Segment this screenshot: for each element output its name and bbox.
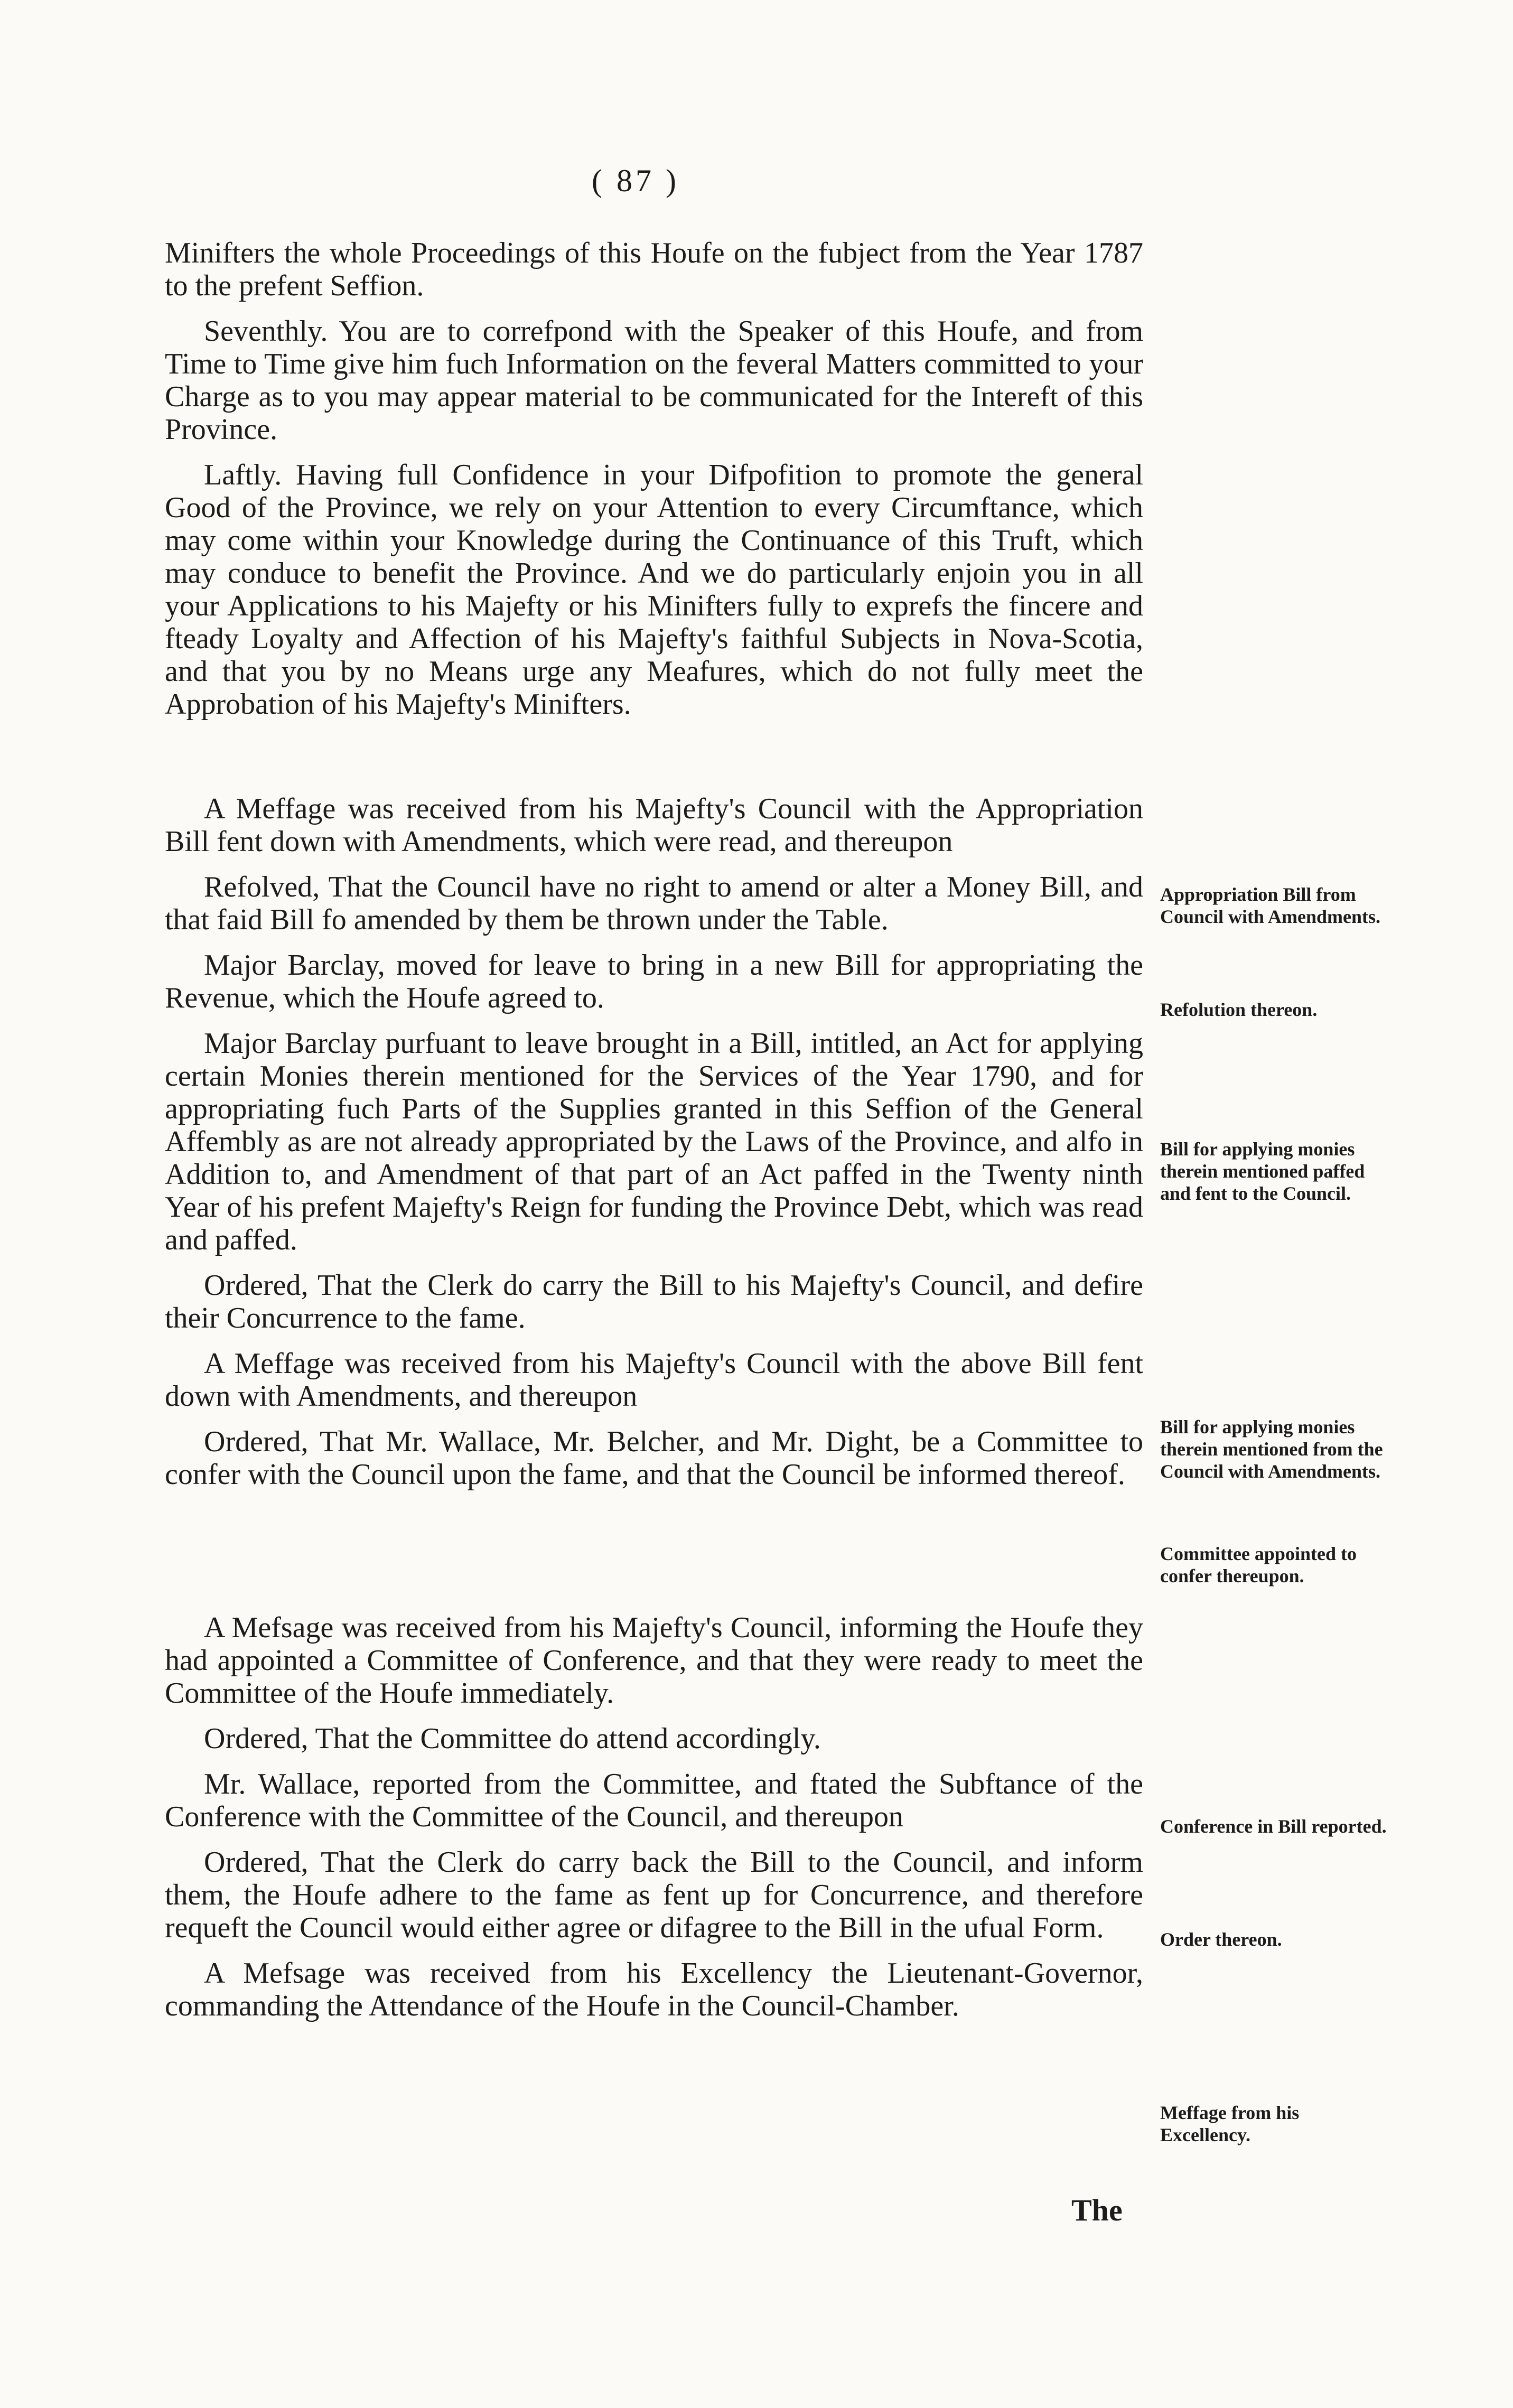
margin-note-resolution: Refolution thereon. — [1160, 999, 1318, 1020]
paragraph-14: Ordered, That the Clerk do carry back the Bill to the Council, and inform them, the Houfe adhere to the fame as fent up for Concurrence, and therefore requeft the Council would either agree or difagree to the Bill in the ufual Form. — [165, 1846, 1143, 1944]
margin-note-message-excellency: Meffage from his Excellency. — [1160, 2102, 1300, 2145]
paragraph-5: Refolved, That the Council have no right to amend or alter a Money Bill, and that faid Bill fo amended by them be thrown under the Table. — [165, 871, 1143, 936]
margin-note-bill-passed: Bill for applying monies therein mentioned paffed and fent to the Council. — [1160, 1138, 1365, 1204]
paragraph-9: A Meffage was received from his Majefty's Council with the above Bill fent down with Amendments, and thereupon — [165, 1347, 1143, 1413]
margin-note-committee-appointed: Committee appointed to confer thereupon. — [1160, 1543, 1357, 1586]
paragraph-12: Ordered, That the Committee do attend accordingly. — [204, 1722, 821, 1755]
margin-note-appropriation-bill: Appropriation Bill from Council with Amendments. — [1160, 884, 1381, 927]
paragraph-4: A Meffage was received from his Majefty's Council with the Appropriation Bill fent down with Amendments, which were read, and thereupon — [165, 792, 1143, 858]
paragraph-8: Ordered, That the Clerk do carry the Bill to his Majefty's Council, and defire their Concurrence to the fame. — [165, 1269, 1143, 1334]
body-text-bottom — [165, 1611, 1143, 2035]
paragraph-2: Seventhly. You are to correfpond with the Speaker of this Houfe, and from Time to Time give him fuch Information on the feveral Matters committed to your Charge as to you may appear material to be communicated for the Intereft of this Province. — [165, 315, 1143, 446]
body-text-top — [165, 237, 1143, 733]
body-text-middle — [165, 792, 1143, 1504]
page-number: ( 87 ) — [592, 163, 679, 198]
paragraph-7: Major Barclay purfuant to leave brought in a Bill, intitled, an Act for applying certain Monies therein mentioned for the Services of the Year 1790, and for appropriating fuch Parts of the Supplies granted in this Seffion of the General Affembly as are not already appropriated by the Laws of the Province, and alfo in Addition to, and Amendment of that part of an Act paffed in the Twenty ninth Year of his prefent Majefty's Reign for funding the Province Debt, which was read and paffed. — [165, 1027, 1143, 1256]
margin-note-conference-reported: Conference in Bill reported. — [1160, 1816, 1387, 1837]
paragraph-1: Minifters the whole Proceedings of this Houfe on the fubject from the Year 1787 to the prefent Seffion. — [165, 237, 1143, 302]
margin-note-bill-amendments: Bill for applying monies therein mentioned from the Council with Amendments. — [1160, 1416, 1383, 1482]
paragraph-3: Laftly. Having full Confidence in your Difpofition to promote the general Good of the Province, we rely on your Attention to every Circumftance, which may come within your Knowledge during the Continuance of this Truft, which may conduce to benefit the Province. And we do particularly enjoin you in all your Applications to his Majefty or his Minifters fully to exprefs the fincere and fteady Loyalty and Affection of his Majefty's faithful Subjects in Nova-Scotia, and that you by no Means urge any Meafures, which do not fully meet the Approbation of his Majefty's Minifters. — [165, 459, 1143, 721]
paragraph-15: A Mefsage was received from his Excellency the Lieutenant-Governor, commanding the Attendance of the Houfe in the Council-Chamber. — [165, 1957, 1143, 2022]
paragraph-10: Ordered, That Mr. Wallace, Mr. Belcher, and Mr. Dight, be a Committee to confer with the Council upon the fame, and that the Council be informed thereof. — [165, 1425, 1143, 1491]
margin-note-order-thereon: Order thereon. — [1160, 1929, 1282, 1950]
paragraph-11: A Mefsage was received from his Majefty's Council, informing the Houfe they had appointed a Committee of Conference, and that they were ready to meet the Committee of the Houfe immediately. — [165, 1611, 1143, 1710]
catchword: The — [1071, 2193, 1123, 2227]
paragraph-13: Mr. Wallace, reported from the Committee, and ftated the Subftance of the Conference with the Committee of the Council, and thereupon — [165, 1768, 1143, 1833]
paragraph-6: Major Barclay, moved for leave to bring in a new Bill for appropriating the Revenue, which the Houfe agreed to. — [165, 949, 1143, 1014]
